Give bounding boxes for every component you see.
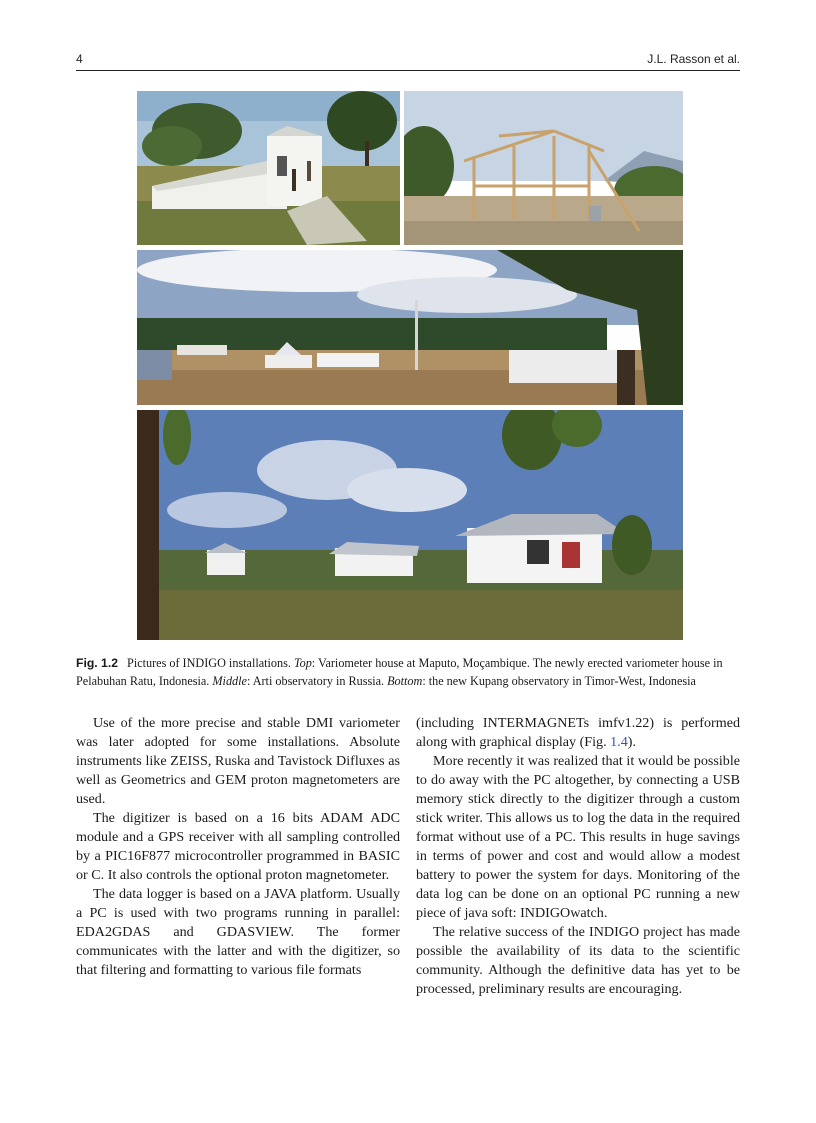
caption-middle-text: : Arti observatory in Russia. xyxy=(246,674,385,688)
continuation-end: ). xyxy=(627,734,636,750)
running-authors: J.L. Rasson et al. xyxy=(647,52,740,66)
figure-reference-link[interactable]: 1.4 xyxy=(610,734,628,750)
caption-top-label: Top xyxy=(293,656,312,670)
paragraph-data-logger: The data logger is based on a JAVA platform. Usually a PC is used with two programs running in parallel: EDA2GDAS and GDASVIEW. The former communicates with the latter and with the digitizer, so that filtering and formatting to various file formats xyxy=(76,886,400,978)
photo-pelabuhan-ratu-construction xyxy=(404,91,683,245)
photo-arti-observatory xyxy=(137,250,683,405)
caption-intro: Pictures of INDIGO installations. xyxy=(127,656,291,670)
caption-bottom-label: Bottom xyxy=(387,674,423,688)
page-number: 4 xyxy=(76,52,83,66)
paragraph-digitizer: The digitizer is based on a 16 bits ADAM ADC module and a GPS receiver with all sampling controlled by a PIC16F877 microcontroller programmed in BASIC or C. It also controls the optional proton magnetometer. xyxy=(76,810,400,883)
photo-kupang-observatory xyxy=(137,410,683,640)
right-column xyxy=(416,714,740,999)
paragraph-usb-stick: More recently it was realized that it would be possible to do away with the PC altogether, by connecting a USB memory stick directly to the digitizer through a custom stick writer. This allows us to log the data in the required format without use of a PC. This results in huge savings in terms of power and cost and would allow a modest battery to power the system for days. Monitoring of the data log can be done on an optional PC running a new piece of java soft: INDIGOwatch. xyxy=(416,753,740,921)
caption-middle-label: Middle xyxy=(212,674,247,688)
left-column xyxy=(76,714,400,980)
running-header xyxy=(76,52,740,71)
paragraph-project-success: The relative success of the INDIGO project has made possible the availability of its data to the scientific community. Although the definitive data has yet to be processed, preliminary results are encouraging. xyxy=(416,924,740,997)
caption-top-text: : Variometer house at Maputo, Moçambique. The newly erected variometer house in Pelabuhan Ratu, Indonesia. xyxy=(76,656,723,688)
caption-bottom-text: : the new Kupang observatory in Timor-West, Indonesia xyxy=(422,674,696,688)
figure-label: Fig. 1.2 xyxy=(76,656,118,670)
paragraph-dmi-variometer: Use of the more precise and stable DMI variometer was later adopted for some installations. Absolute instruments like ZEISS, Ruska and Tavistock Difluxes as well as Geometrics and GEM proton magnetometers are used. xyxy=(76,715,400,807)
photo-maputo-variometer-house xyxy=(137,91,400,245)
paragraph-continuation xyxy=(416,714,740,752)
continuation-text: (including INTERMAGNETs imfv1.22) is performed along with graphical display (Fig. xyxy=(416,715,740,750)
figure-caption xyxy=(76,654,740,690)
